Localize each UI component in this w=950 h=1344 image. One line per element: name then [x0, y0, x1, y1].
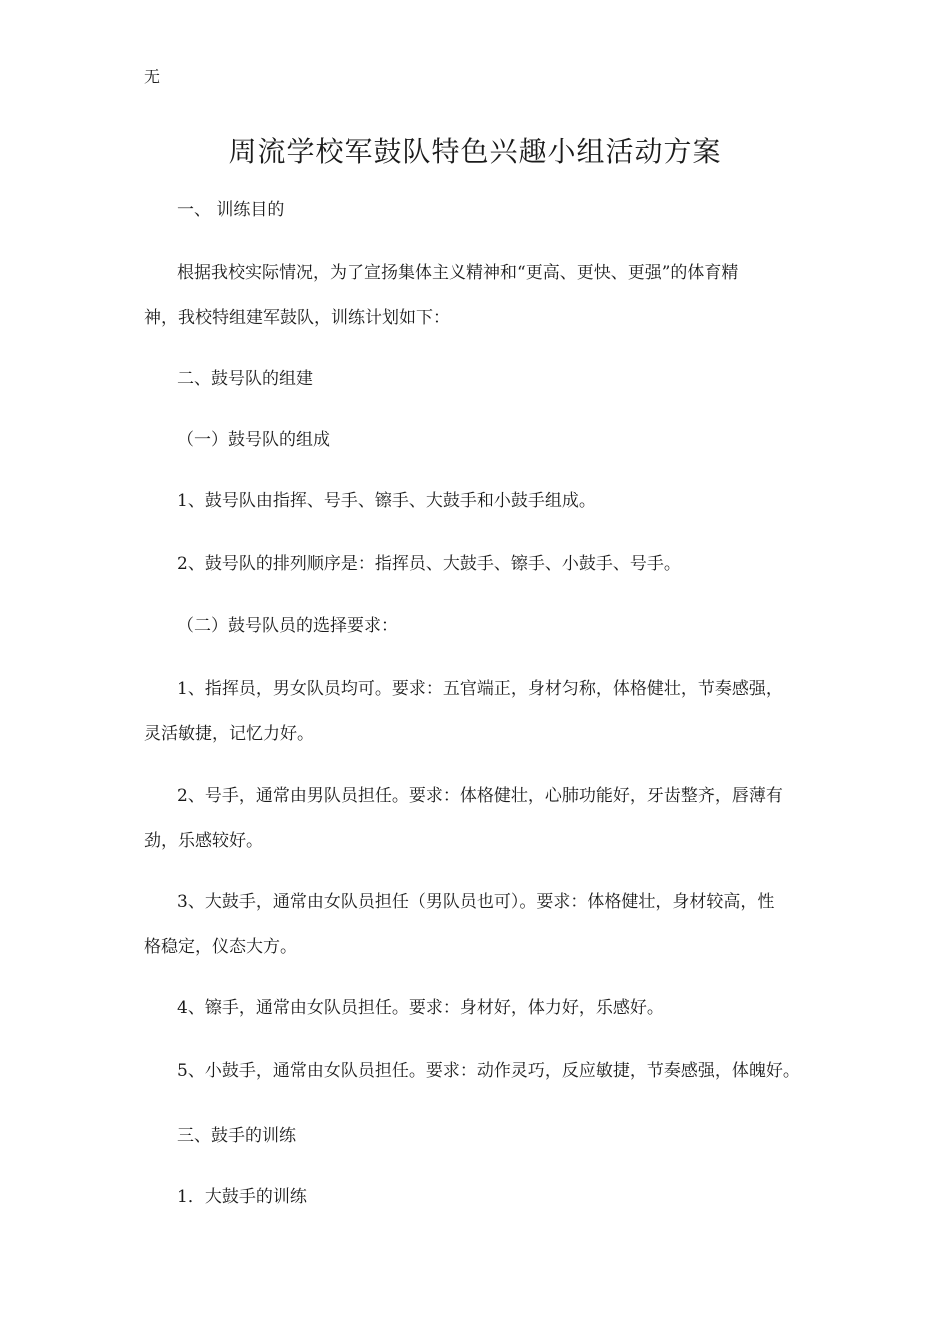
paragraph-line: 神，我校特组建军鼓队，训练计划如下：: [144, 308, 450, 328]
subsection-heading-bass-drum: 1．大鼓手的训练: [177, 1187, 307, 1207]
list-item: 1、指挥员，男女队员均可。要求：五官端正，身材匀称，体格健壮，节奏感强，: [177, 679, 783, 699]
list-item: 3、大鼓手，通常由女队员担任（男队员也可）。要求：体格健壮，身材较高，性: [177, 892, 775, 912]
header-mark: 无: [144, 67, 161, 86]
list-item: 2、号手，通常由男队员担任。要求：体格健壮，心肺功能好，牙齿整齐，唇薄有: [177, 786, 783, 806]
section-heading-purpose: 一、 训练目的: [177, 200, 285, 220]
list-item-continued: 灵活敏捷，记忆力好。: [144, 724, 314, 744]
section-heading-formation: 二、鼓号队的组建: [177, 369, 313, 389]
list-item: 5、小鼓手，通常由女队员担任。要求：动作灵巧，反应敏捷，节奏感强，体魄好。: [177, 1061, 800, 1081]
list-item: 4、镲手，通常由女队员担任。要求：身材好，体力好，乐感好。: [177, 998, 664, 1018]
subsection-heading-composition: （一）鼓号队的组成: [177, 430, 330, 450]
document-title: 周流学校军鼓队特色兴趣小组活动方案: [228, 135, 722, 168]
list-item-continued: 格稳定，仪态大方。: [144, 937, 297, 957]
subsection-heading-requirements: （二）鼓号队员的选择要求：: [177, 616, 398, 636]
list-item-continued: 劲，乐感较好。: [144, 831, 263, 851]
paragraph-line: 根据我校实际情况，为了宣扬集体主义精神和“更高、更快、更强”的体育精: [177, 263, 739, 283]
list-item: 2、鼓号队的排列顺序是：指挥员、大鼓手、镲手、小鼓手、号手。: [177, 554, 681, 574]
section-heading-training: 三、鼓手的训练: [177, 1126, 296, 1146]
list-item: 1、鼓号队由指挥、号手、镲手、大鼓手和小鼓手组成。: [177, 491, 596, 511]
